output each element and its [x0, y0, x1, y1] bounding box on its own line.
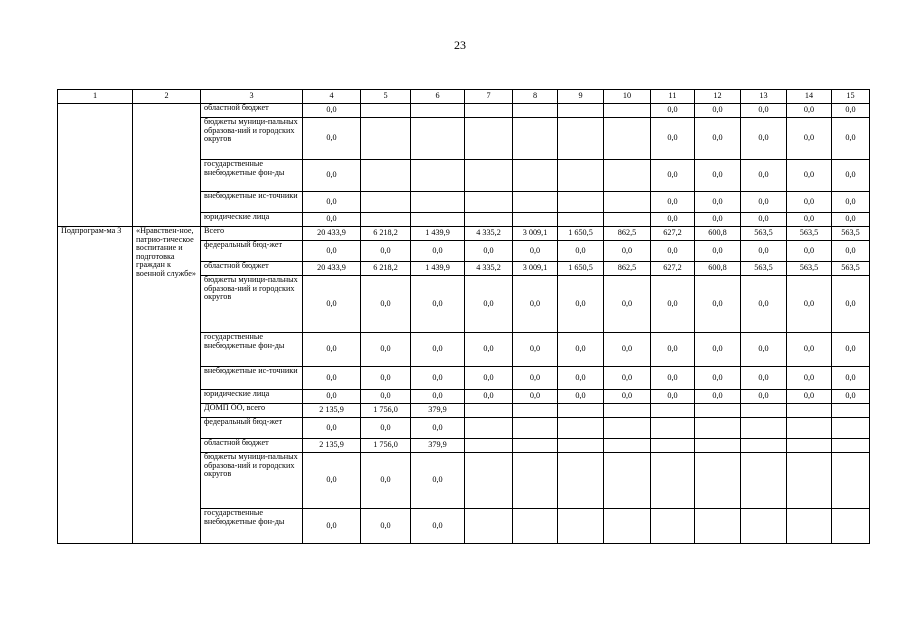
amount-cell — [741, 404, 787, 418]
amount-cell: 0,0 — [832, 118, 870, 160]
amount-cell — [832, 439, 870, 453]
amount-cell: 0,0 — [741, 333, 787, 367]
amount-cell: 0,0 — [303, 213, 361, 227]
amount-cell: 2 135,9 — [303, 404, 361, 418]
funding-source-label: федеральный бюд-жет — [201, 418, 303, 439]
amount-cell — [558, 192, 604, 213]
continued-section — [58, 104, 870, 227]
amount-cell: 0,0 — [651, 333, 695, 367]
amount-cell: 0,0 — [651, 213, 695, 227]
amount-cell — [695, 418, 741, 439]
amount-cell: 0,0 — [361, 241, 411, 262]
column-number: 2 — [133, 90, 201, 104]
amount-cell — [741, 418, 787, 439]
funding-source-label: юридические лица — [201, 390, 303, 404]
amount-cell: 0,0 — [787, 390, 832, 404]
amount-cell — [465, 509, 513, 544]
column-number: 7 — [465, 90, 513, 104]
amount-cell: 0,0 — [832, 367, 870, 390]
column-number: 9 — [558, 90, 604, 104]
amount-cell — [695, 453, 741, 509]
amount-cell: 600,8 — [695, 262, 741, 276]
amount-cell: 1 756,0 — [361, 439, 411, 453]
amount-cell: 0,0 — [787, 213, 832, 227]
amount-cell: 0,0 — [651, 104, 695, 118]
amount-cell: 4 335,2 — [465, 227, 513, 241]
amount-cell — [361, 192, 411, 213]
amount-cell: 0,0 — [465, 390, 513, 404]
amount-cell: 0,0 — [741, 367, 787, 390]
amount-cell: 0,0 — [604, 367, 651, 390]
amount-cell: 0,0 — [411, 509, 465, 544]
amount-cell — [465, 192, 513, 213]
amount-cell: 0,0 — [558, 367, 604, 390]
amount-cell — [361, 160, 411, 192]
amount-cell — [695, 404, 741, 418]
amount-cell: 0,0 — [513, 333, 558, 367]
amount-cell: 0,0 — [303, 390, 361, 404]
column-number: 1 — [58, 90, 133, 104]
column-number: 12 — [695, 90, 741, 104]
amount-cell: 0,0 — [513, 276, 558, 333]
amount-cell: 0,0 — [832, 276, 870, 333]
amount-cell: 0,0 — [604, 276, 651, 333]
amount-cell: 0,0 — [303, 367, 361, 390]
amount-cell — [832, 509, 870, 544]
amount-cell: 0,0 — [651, 118, 695, 160]
amount-cell: 2 135,9 — [303, 439, 361, 453]
column-number: 15 — [832, 90, 870, 104]
amount-cell: 0,0 — [465, 367, 513, 390]
amount-cell: 0,0 — [741, 241, 787, 262]
amount-cell — [513, 509, 558, 544]
amount-cell: 0,0 — [741, 390, 787, 404]
funding-source-label: бюджеты муници-пальных образова-ний и городских округов — [201, 276, 303, 333]
amount-cell — [465, 213, 513, 227]
column-number: 6 — [411, 90, 465, 104]
amount-cell — [604, 418, 651, 439]
amount-cell — [513, 104, 558, 118]
amount-cell: 0,0 — [787, 192, 832, 213]
amount-cell — [695, 509, 741, 544]
page-number: 23 — [454, 38, 466, 52]
amount-cell: 0,0 — [695, 276, 741, 333]
amount-cell: 0,0 — [361, 276, 411, 333]
amount-cell: 0,0 — [741, 118, 787, 160]
amount-cell — [832, 404, 870, 418]
amount-cell: 563,5 — [741, 262, 787, 276]
amount-cell — [832, 453, 870, 509]
funding-source-label: ДОМП ОО, всего — [201, 404, 303, 418]
amount-cell: 0,0 — [361, 333, 411, 367]
amount-cell — [558, 118, 604, 160]
amount-cell — [741, 509, 787, 544]
amount-cell: 1 756,0 — [361, 404, 411, 418]
amount-cell — [513, 453, 558, 509]
amount-cell — [651, 418, 695, 439]
program-title-cell — [133, 104, 201, 227]
amount-cell — [787, 453, 832, 509]
amount-cell: 0,0 — [787, 104, 832, 118]
amount-cell: 0,0 — [832, 192, 870, 213]
amount-cell: 0,0 — [741, 276, 787, 333]
amount-cell: 0,0 — [465, 276, 513, 333]
amount-cell: 862,5 — [604, 227, 651, 241]
amount-cell: 1 650,5 — [558, 262, 604, 276]
amount-cell: 0,0 — [361, 390, 411, 404]
amount-cell: 0,0 — [695, 213, 741, 227]
amount-cell: 0,0 — [787, 276, 832, 333]
amount-cell — [651, 404, 695, 418]
amount-cell — [513, 418, 558, 439]
amount-cell: 563,5 — [832, 227, 870, 241]
program-cell — [58, 104, 133, 227]
funding-source-label: государственные внебюджетные фон-ды — [201, 160, 303, 192]
amount-cell — [651, 509, 695, 544]
amount-cell — [513, 160, 558, 192]
amount-cell — [513, 213, 558, 227]
amount-cell — [411, 118, 465, 160]
budget-table — [57, 89, 870, 544]
amount-cell: 0,0 — [695, 390, 741, 404]
amount-cell — [651, 453, 695, 509]
table-row — [58, 227, 870, 241]
amount-cell: 563,5 — [741, 227, 787, 241]
amount-cell: 0,0 — [787, 333, 832, 367]
amount-cell: 379,9 — [411, 439, 465, 453]
amount-cell: 0,0 — [651, 390, 695, 404]
amount-cell: 0,0 — [832, 213, 870, 227]
amount-cell: 0,0 — [303, 453, 361, 509]
amount-cell: 0,0 — [741, 104, 787, 118]
amount-cell: 0,0 — [361, 509, 411, 544]
amount-cell — [604, 213, 651, 227]
amount-cell: 0,0 — [513, 367, 558, 390]
amount-cell: 0,0 — [695, 118, 741, 160]
column-number: 11 — [651, 90, 695, 104]
amount-cell: 0,0 — [651, 367, 695, 390]
amount-cell: 0,0 — [303, 333, 361, 367]
amount-cell: 0,0 — [411, 241, 465, 262]
amount-cell: 0,0 — [695, 104, 741, 118]
amount-cell: 0,0 — [411, 390, 465, 404]
amount-cell: 0,0 — [787, 160, 832, 192]
amount-cell: 0,0 — [695, 333, 741, 367]
column-number: 10 — [604, 90, 651, 104]
amount-cell: 600,8 — [695, 227, 741, 241]
amount-cell: 0,0 — [741, 192, 787, 213]
amount-cell — [558, 439, 604, 453]
amount-cell: 4 335,2 — [465, 262, 513, 276]
amount-cell — [604, 509, 651, 544]
amount-cell: 0,0 — [558, 241, 604, 262]
amount-cell — [558, 213, 604, 227]
amount-cell: 0,0 — [411, 453, 465, 509]
amount-cell — [411, 104, 465, 118]
amount-cell: 379,9 — [411, 404, 465, 418]
amount-cell: 0,0 — [303, 509, 361, 544]
amount-cell: 0,0 — [465, 241, 513, 262]
amount-cell: 563,5 — [832, 262, 870, 276]
amount-cell — [558, 160, 604, 192]
amount-cell — [361, 213, 411, 227]
amount-cell: 0,0 — [303, 192, 361, 213]
amount-cell — [741, 439, 787, 453]
amount-cell: 0,0 — [303, 241, 361, 262]
amount-cell: 0,0 — [604, 390, 651, 404]
amount-cell: 0,0 — [695, 192, 741, 213]
funding-source-label: бюджеты муници-пальных образова-ний и городских округов — [201, 453, 303, 509]
amount-cell: 0,0 — [787, 241, 832, 262]
amount-cell — [787, 404, 832, 418]
table-row — [58, 104, 870, 118]
funding-source-label: Всего — [201, 227, 303, 241]
funding-source-label: внебюджетные ис-точники — [201, 367, 303, 390]
funding-source-label: государственные внебюджетные фон-ды — [201, 333, 303, 367]
amount-cell — [558, 404, 604, 418]
amount-cell: 3 009,1 — [513, 262, 558, 276]
column-number: 4 — [303, 90, 361, 104]
amount-cell — [558, 418, 604, 439]
funding-source-label: бюджеты муници-пальных образова-ний и городских округов — [201, 118, 303, 160]
amount-cell: 0,0 — [411, 333, 465, 367]
amount-cell: 0,0 — [411, 367, 465, 390]
funding-source-label: областной бюджет — [201, 262, 303, 276]
amount-cell — [604, 192, 651, 213]
amount-cell: 0,0 — [741, 160, 787, 192]
amount-cell: 563,5 — [787, 227, 832, 241]
amount-cell: 0,0 — [558, 276, 604, 333]
subprogram-label: Подпрограм-ма 3 — [58, 227, 133, 544]
amount-cell — [787, 418, 832, 439]
amount-cell: 0,0 — [787, 118, 832, 160]
column-number: 5 — [361, 90, 411, 104]
funding-source-label: государственные внебюджетные фон-ды — [201, 509, 303, 544]
amount-cell — [787, 439, 832, 453]
subprogram-3-section — [58, 227, 870, 544]
amount-cell: 3 009,1 — [513, 227, 558, 241]
amount-cell — [604, 453, 651, 509]
amount-cell: 563,5 — [787, 262, 832, 276]
amount-cell: 0,0 — [303, 160, 361, 192]
amount-cell — [465, 160, 513, 192]
amount-cell: 6 218,2 — [361, 262, 411, 276]
amount-cell — [361, 118, 411, 160]
amount-cell: 0,0 — [832, 390, 870, 404]
amount-cell — [465, 404, 513, 418]
amount-cell: 0,0 — [303, 118, 361, 160]
amount-cell: 0,0 — [741, 213, 787, 227]
amount-cell: 0,0 — [832, 104, 870, 118]
amount-cell — [411, 192, 465, 213]
amount-cell — [695, 439, 741, 453]
funding-source-label: внебюджетные ис-точники — [201, 192, 303, 213]
amount-cell — [513, 192, 558, 213]
amount-cell — [604, 439, 651, 453]
amount-cell — [361, 104, 411, 118]
amount-cell: 6 218,2 — [361, 227, 411, 241]
amount-cell — [832, 418, 870, 439]
funding-source-label: юридические лица — [201, 213, 303, 227]
funding-source-label: областной бюджет — [201, 439, 303, 453]
amount-cell — [651, 439, 695, 453]
amount-cell: 1 439,9 — [411, 227, 465, 241]
amount-cell: 20 433,9 — [303, 227, 361, 241]
funding-source-label: областной бюджет — [201, 104, 303, 118]
amount-cell — [558, 104, 604, 118]
amount-cell — [558, 509, 604, 544]
subprogram-title: «Нравствен-ное, патрио-тическое воспитание и подготовка граждан к военной службе» — [133, 227, 201, 544]
amount-cell — [741, 453, 787, 509]
amount-cell — [465, 418, 513, 439]
amount-cell: 0,0 — [832, 241, 870, 262]
funding-source-label: федеральный бюд-жет — [201, 241, 303, 262]
amount-cell — [411, 213, 465, 227]
amount-cell — [604, 104, 651, 118]
amount-cell — [465, 439, 513, 453]
amount-cell — [558, 453, 604, 509]
amount-cell — [465, 118, 513, 160]
amount-cell — [513, 404, 558, 418]
amount-cell: 0,0 — [465, 333, 513, 367]
amount-cell: 0,0 — [361, 453, 411, 509]
amount-cell: 0,0 — [651, 192, 695, 213]
amount-cell — [411, 160, 465, 192]
column-number: 14 — [787, 90, 832, 104]
amount-cell: 0,0 — [651, 276, 695, 333]
column-number: 3 — [201, 90, 303, 104]
amount-cell: 1 439,9 — [411, 262, 465, 276]
amount-cell: 0,0 — [832, 333, 870, 367]
amount-cell: 0,0 — [361, 367, 411, 390]
amount-cell: 0,0 — [695, 367, 741, 390]
amount-cell: 1 650,5 — [558, 227, 604, 241]
amount-cell: 0,0 — [411, 418, 465, 439]
amount-cell: 0,0 — [361, 418, 411, 439]
amount-cell: 862,5 — [604, 262, 651, 276]
amount-cell: 0,0 — [513, 390, 558, 404]
amount-cell — [465, 104, 513, 118]
amount-cell: 0,0 — [832, 160, 870, 192]
amount-cell — [787, 509, 832, 544]
amount-cell: 0,0 — [513, 241, 558, 262]
amount-cell — [604, 160, 651, 192]
amount-cell: 0,0 — [651, 160, 695, 192]
amount-cell: 0,0 — [303, 104, 361, 118]
amount-cell: 0,0 — [695, 241, 741, 262]
column-number: 8 — [513, 90, 558, 104]
amount-cell — [604, 118, 651, 160]
amount-cell: 627,2 — [651, 227, 695, 241]
amount-cell — [513, 439, 558, 453]
amount-cell: 0,0 — [695, 160, 741, 192]
amount-cell: 0,0 — [651, 241, 695, 262]
amount-cell: 627,2 — [651, 262, 695, 276]
amount-cell: 0,0 — [558, 390, 604, 404]
amount-cell: 0,0 — [558, 333, 604, 367]
amount-cell: 0,0 — [411, 276, 465, 333]
amount-cell — [604, 404, 651, 418]
column-number-row — [58, 90, 870, 104]
column-number: 13 — [741, 90, 787, 104]
amount-cell — [513, 118, 558, 160]
amount-cell: 0,0 — [303, 418, 361, 439]
amount-cell: 0,0 — [604, 241, 651, 262]
amount-cell: 20 433,9 — [303, 262, 361, 276]
amount-cell: 0,0 — [303, 276, 361, 333]
amount-cell: 0,0 — [787, 367, 832, 390]
amount-cell: 0,0 — [604, 333, 651, 367]
amount-cell — [465, 453, 513, 509]
